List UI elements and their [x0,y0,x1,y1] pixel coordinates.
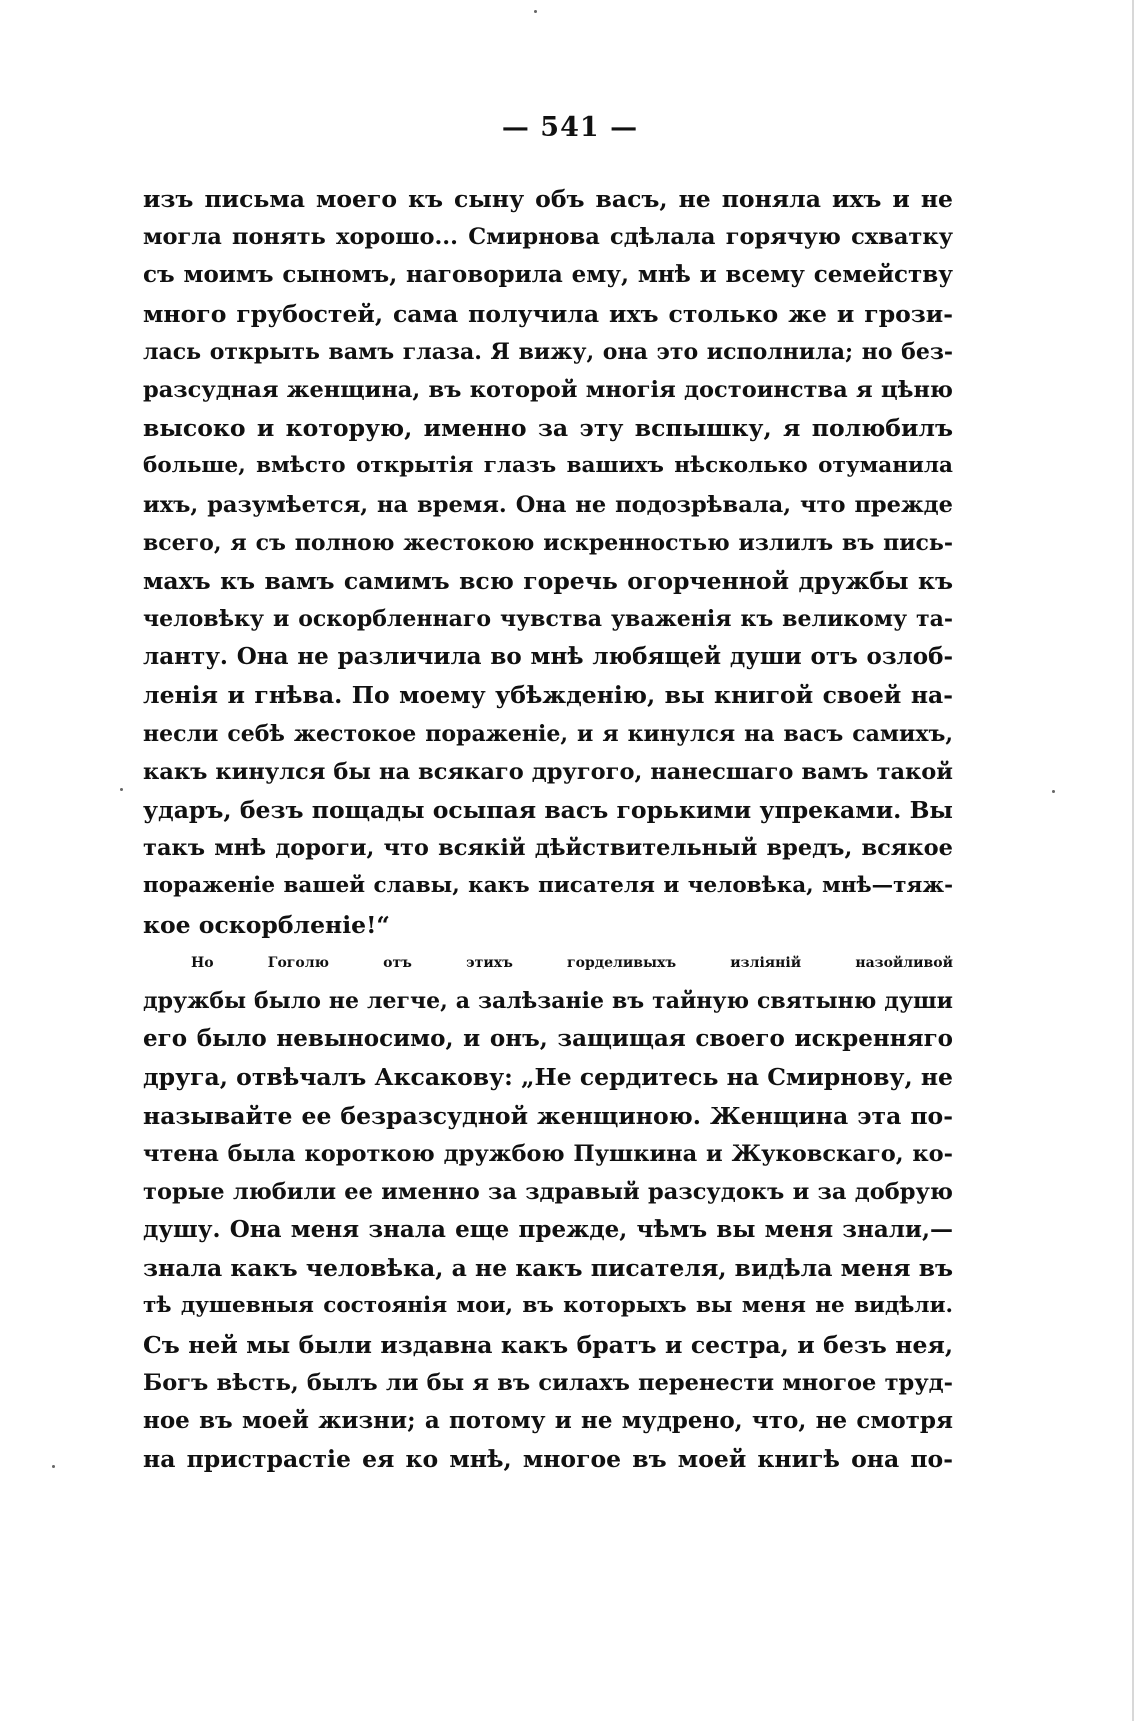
text-line: тѣ душевныя состоянія мои, въ которыхъ вы меня не видѣли. [143,1293,953,1319]
text-block [143,180,953,1478]
text-line: съ моимъ сыномъ, наговорила ему, мнѣ и всему семейству [143,261,953,289]
page-number: — 541 — [501,112,639,143]
text-line: дружбы было не легче, а залѣзаніе въ тайную святыню души [143,987,953,1014]
paper-speck [52,1465,55,1468]
text-line: разсудная женщина, въ которой многія достоинства я цѣню [143,376,953,403]
text-line: какъ кинулся бы на всякаго другого, нанесшаго вамъ такой [143,758,953,785]
text-line: пораженіе вашей славы, какъ писателя и человѣка, мнѣ—тяж- [143,873,953,899]
text-line: душу. Она меня знала еще прежде, чѣмъ вы меня знали,— [143,1216,953,1244]
text-line: изъ письма моего къ сыну объ васъ, не поняла ихъ и не [143,185,953,213]
text-line: могла понять хорошо... Смирнова сдѣлала горячую схватку [143,224,953,251]
text-line: знала какъ человѣка, а не какъ писателя, видѣла меня въ [143,1254,954,1283]
text-line: Съ ней мы были издавна какъ братъ и сестра, и безъ нея, [143,1330,953,1359]
text-line: ленія и гнѣва. По моему убѣжденію, вы книгой своей на- [143,681,953,710]
text-line: Богъ вѣсть, былъ ли бы я въ силахъ перенести многое труд- [143,1369,953,1396]
text-line: ное въ моей жизни; а потому и не мудрено, что, не смотря [143,1407,953,1434]
text-line: друга, отвѣчалъ Аксакову: „Не сердитесь на Смирнову, не [143,1063,953,1092]
paper-speck [1052,790,1055,793]
text-line: ихъ, разумѣется, на время. Она не подозрѣвала, что прежде [143,491,953,518]
paper-speck [534,10,537,13]
text-line: Но Гоголю отъ этихъ горделивыхъ изліяній назойливой [191,954,953,971]
text-line: его было невыносимо, и онъ, защищая своего искренняго [143,1025,953,1053]
text-line: лась открыть вамъ глаза. Я вижу, она это исполнила; но без- [143,338,953,365]
text-line: ударъ, безъ пощады осыпая васъ горькими упреками. Вы [143,796,953,824]
text-line: много грубостей, сама получила ихъ столько же и грози- [143,299,953,328]
text-line: кое оскорбленіе!“ [143,910,390,939]
paper-speck [120,788,123,791]
text-line: называйте ее безразсудной женщиною. Женщина эта по- [143,1101,953,1130]
text-line: несли себѣ жестокое пораженіе, и я кинулся на васъ самихъ, [143,720,953,747]
text-line: больше, вмѣсто открытія глазъ вашихъ нѣсколько отуманила [143,453,953,479]
text-line: такъ мнѣ дороги, что всякій дѣйствительный вредъ, всякое [143,835,953,862]
text-line: человѣку и оскорбленнаго чувства уваженія къ великому та- [143,606,953,633]
text-line: на пристрастіе ея ко мнѣ, многое въ моей книгѣ она по- [143,1445,953,1474]
text-line: махъ къ вамъ самимъ всю горечь огорченной дружбы къ [143,566,953,595]
text-line: ланту. Она не различила во мнѣ любящей души отъ озлоб- [143,643,953,671]
text-line: торые любили ее именно за здравый разсудокъ и за добрую [143,1178,953,1205]
text-line: высоко и которую, именно за эту вспышку, я полюбилъ [143,414,953,443]
text-line: всего, я съ полною жестокою искренностью излилъ въ пись- [143,529,953,556]
text-line: чтена была короткою дружбою Пушкина и Жуковскаго, ко- [143,1140,953,1167]
paragraph-1 [143,180,953,944]
paragraph-2 [143,944,953,1479]
page-edge-shadow [1132,0,1134,1721]
